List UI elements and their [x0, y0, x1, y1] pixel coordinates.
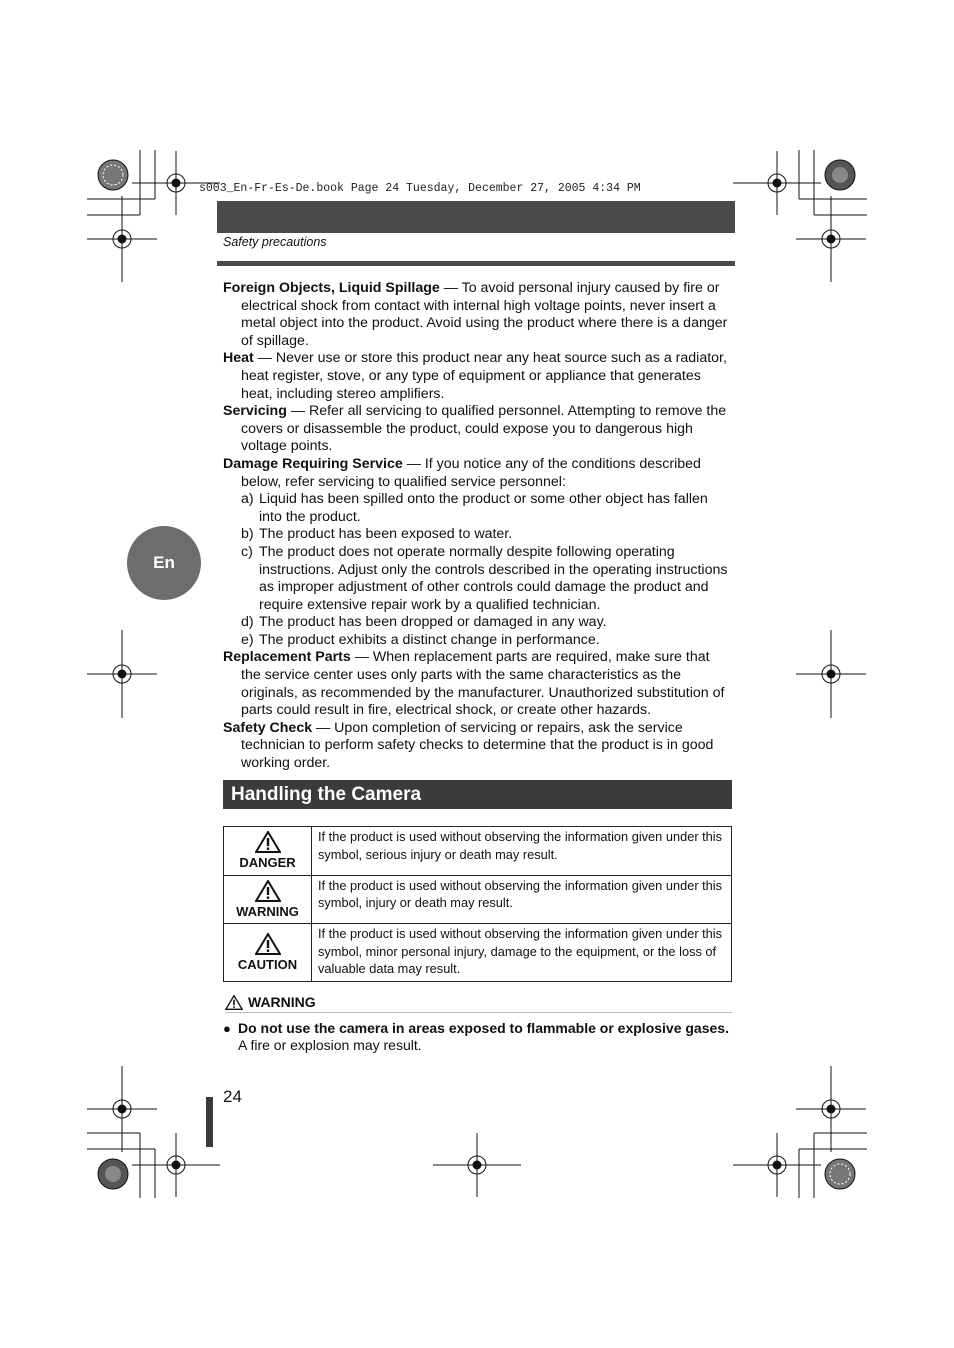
paragraph-text: — When replacement parts are required, make sure that the service center uses only parts with the same characteristics as the originals, as recommended by the manufacturer. Unauthorized substitution of parts could result in fire, electrical shock, or create other hazards. [241, 649, 725, 719]
list-text: The product has been exposed to water. [259, 526, 513, 543]
list-letter: b) [241, 526, 254, 543]
symbol-label: WARNING [236, 903, 299, 919]
warning-triangle-icon [255, 933, 281, 955]
warning-triangle-icon [255, 831, 281, 853]
symbol-table [223, 826, 732, 982]
list-item [241, 544, 733, 614]
list-item [241, 614, 733, 632]
paragraph-title: Servicing [223, 403, 287, 420]
paragraph-title: Damage Requiring Service [223, 455, 403, 472]
table-row [224, 924, 732, 982]
paragraph-title: Safety Check [223, 719, 313, 736]
paragraph [223, 720, 733, 773]
list-item [241, 632, 733, 650]
list-text: Liquid has been spilled onto the product or some other object has fallen into the product. [259, 491, 708, 525]
table-row [224, 827, 732, 876]
list-letter: e) [241, 631, 254, 648]
language-tab: En [127, 526, 201, 600]
list-text: The product does not operate normally despite following operating instructions. Adjust only the controls described in the operating instructions as improper adjustment of other controls could damage the product and require extensive repair work by a qualified technician. [259, 543, 728, 613]
file-info: s003_En-Fr-Es-De.book Page 24 Tuesday, December 27, 2005 4:34 PM [199, 182, 641, 195]
symbol-description: If the product is used without observing the information given under this symbol, injury or death may result. [312, 875, 732, 924]
list-item [241, 526, 733, 544]
symbol-label: DANGER [239, 855, 296, 870]
paragraph-title: Foreign Objects, Liquid Spillage [223, 280, 440, 296]
symbol-cell [224, 875, 312, 924]
symbol-label: CAUTION [237, 956, 298, 972]
bullet-icon: ● [223, 1021, 231, 1036]
header-rule [217, 261, 735, 266]
warning-triangle-icon [225, 995, 243, 1010]
list-letter: c) [241, 543, 253, 560]
paragraph-text: — Refer all servicing to qualified personnel. Attempting to remove the covers or disassemble the product, could expose you to dangerous high voltage points. [241, 403, 727, 455]
warning-item [223, 1020, 733, 1054]
section-heading: Handling the Camera [223, 780, 732, 809]
paragraph-text: — If you notice any of the conditions described below, refer servicing to qualified service personnel: [241, 455, 701, 490]
warning-triangle-icon [255, 880, 281, 902]
section-label: Safety precautions [223, 235, 327, 249]
symbol-cell [224, 924, 312, 982]
paragraph-title: Heat [223, 350, 254, 367]
warning-item-title: Do not use the camera in areas exposed to flammable or explosive gases. [238, 1020, 729, 1036]
list-item [241, 491, 733, 526]
conditions-list [223, 491, 733, 649]
paragraph [223, 350, 733, 403]
warning-heading [225, 992, 732, 1013]
symbol-description: If the product is used without observing the information given under this symbol, serious injury or death may result. [312, 827, 732, 876]
page-number: 24 [223, 1087, 242, 1106]
paragraph [223, 280, 733, 350]
paragraph-title: Replacement Parts [223, 649, 351, 666]
paragraph-text: — Never use or store this product near any heat source such as a radiator, heat register, stove, or any type of equipment or appliance that generates heat, including stereo amplifiers. [241, 350, 727, 402]
page-marker-bar [206, 1097, 213, 1147]
symbol-cell [224, 827, 312, 876]
list-text: The product has been dropped or damaged in any way. [259, 614, 607, 631]
warning-item-text: A fire or explosion may result. [238, 1037, 422, 1053]
safety-text [223, 280, 733, 773]
paragraph [223, 403, 733, 456]
paragraph [223, 456, 733, 491]
symbol-description: If the product is used without observing the information given under this symbol, minor personal injury, damage to the equipment, or the loss of valuable data may result. [312, 924, 732, 982]
list-text: The product exhibits a distinct change in performance. [259, 631, 600, 648]
paragraph-text: — Upon completion of servicing or repairs, ask the service technician to perform safety checks to determine that the product is in good working order. [241, 719, 714, 772]
list-letter: d) [241, 614, 254, 631]
paragraph-text: — To avoid personal injury caused by fire or electrical shock from contact with internal high voltage points, never insert a metal object into the product. Avoid using the product where there is a danger of spillage. [241, 280, 728, 349]
warning-heading-label: WARNING [248, 994, 316, 1010]
paragraph [223, 649, 733, 719]
table-row [224, 875, 732, 924]
header-bar [217, 201, 735, 233]
list-letter: a) [241, 491, 254, 508]
